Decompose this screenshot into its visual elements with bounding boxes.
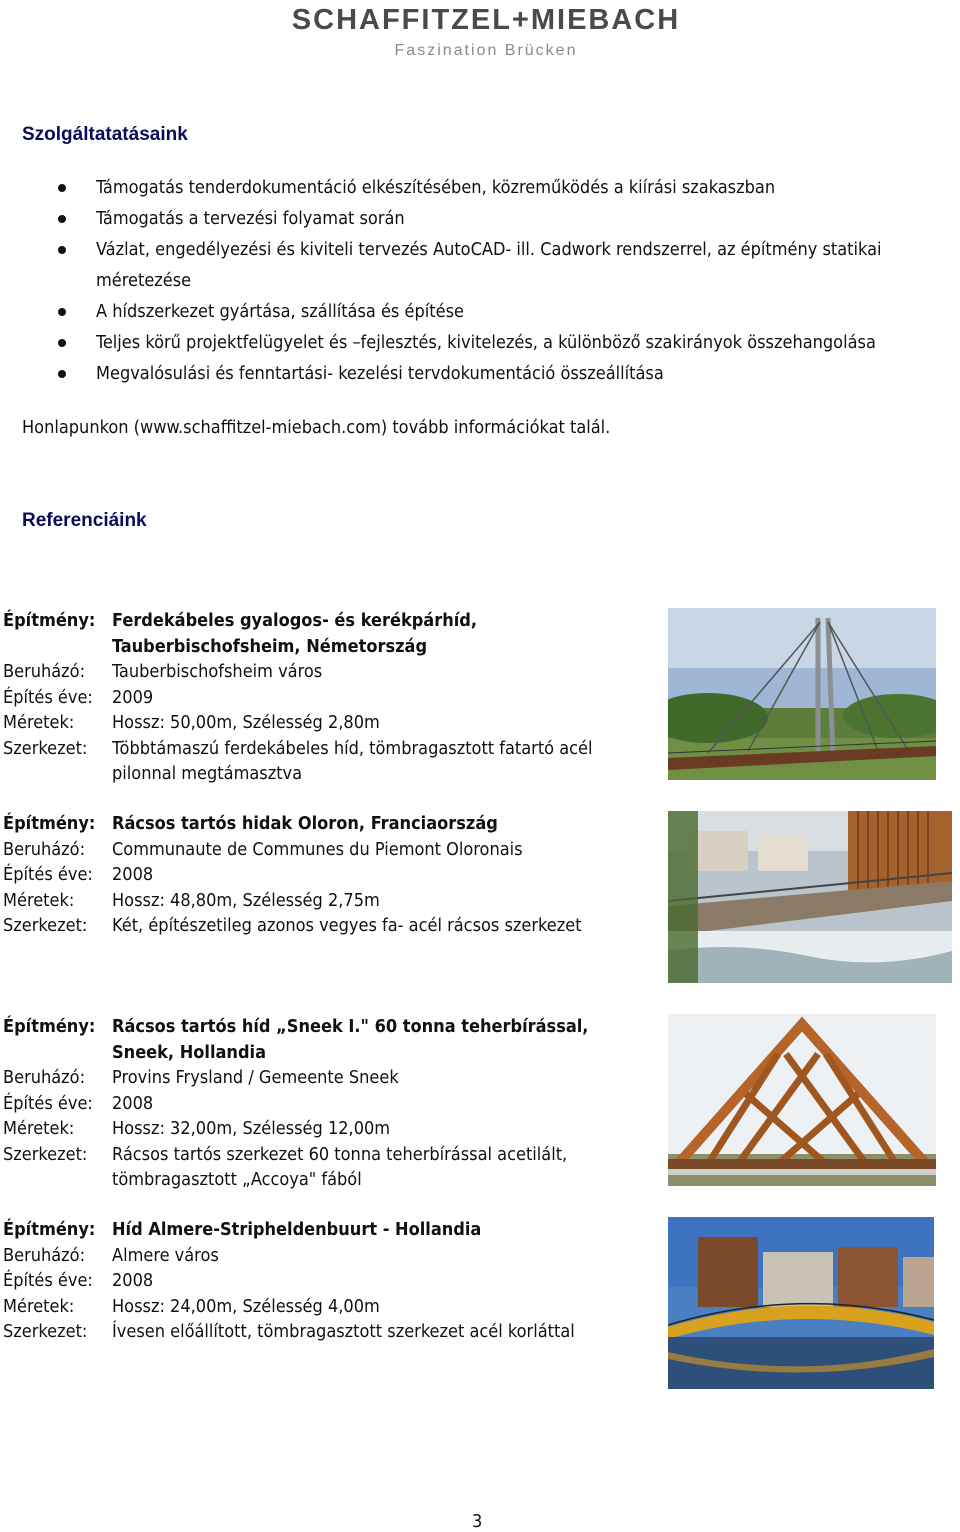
bridge-photo-almere [668,1217,934,1389]
list-item: Támogatás tenderdokumentáció elkészítésében, közreműködés a kiírási szakaszban [58,172,938,203]
client-label: Beruházó: [3,661,86,682]
dimensions-label: Méretek: [3,889,75,911]
project-dimensions: Hossz: 50,00m, Szélesség 2,80m [112,712,380,733]
project-structure: Rácsos tartós szerkezet 60 tonna teherbírással acetilált, tömbragasztott „Accoya" fából [112,1143,568,1190]
project-structure: Két, építészetileg azonos vegyes fa- acél rácsos szerkezet [112,915,582,936]
list-item: Megvalósulási és fenntartási- kezelési tervdokumentáció összeállítása [58,358,938,389]
bullet-icon [58,339,66,347]
year-label: Építés éve: [3,1092,93,1114]
project-card [0,811,660,939]
building-label: Építmény: [3,1219,96,1240]
list-item: Támogatás a tervezési folyamat során [58,203,938,234]
dimensions-label: Méretek: [3,712,75,733]
client-label: Beruházó: [3,1244,86,1266]
bridge-photo-tauberbischofsheim [668,608,936,780]
bullet-icon [58,370,66,378]
project-client: Provins Frysland / Gemeente Sneek [112,1067,399,1088]
project-name: Rácsos tartós hidak Oloron, Franciaország [112,813,498,834]
dimensions-label: Méretek: [3,1295,75,1317]
client-label: Beruházó: [3,838,86,860]
logo-wordmark: SCHAFFITZEL+MIEBACH [291,4,681,36]
references-heading: Referenciáink [22,510,147,531]
project-year: 2008 [112,1270,154,1291]
project-client: Communaute de Communes du Piemont Oloronais [112,838,523,860]
list-item: Vázlat, engedélyezési és kiviteli tervezés AutoCAD- ill. Cadwork rendszerrel, az építmény statikai méretezése [58,234,896,296]
year-label: Építés éve: [3,1270,93,1291]
structure-label: Szerkezet: [3,1321,88,1342]
bridge-photo-sneek [668,1014,936,1186]
list-item: Teljes körű projektfelügyelet és –fejlesztés, kivitelezés, a különböző szakirányok összehangolása [58,327,938,358]
project-card [0,1014,660,1193]
structure-label: Szerkezet: [3,1143,88,1165]
bullet-icon [58,246,66,254]
dimensions-label: Méretek: [3,1118,75,1139]
project-card [0,608,660,787]
building-label: Építmény: [3,1016,96,1037]
page-number: 3 [472,1511,483,1532]
list-item: A hídszerkezet gyártása, szállítása és építése [58,296,938,327]
project-year: 2008 [112,1092,154,1114]
bridge-photo-oloron [668,811,952,983]
services-heading: Szolgáltatatásaink [22,124,188,145]
project-year: 2009 [112,686,154,708]
services-list [58,172,938,389]
project-name: Rácsos tartós híd „Sneek I." 60 tonna teherbírással, Sneek, Hollandia [112,1016,589,1063]
bullet-icon [58,215,66,223]
structure-label: Szerkezet: [3,915,88,936]
project-year: 2008 [112,864,154,885]
project-card [0,1217,660,1345]
structure-label: Szerkezet: [3,737,88,759]
year-label: Építés éve: [3,686,93,708]
logo-tagline: Faszination Brücken [394,42,578,59]
project-structure: Ívesen előállított, tömbragasztott szerkezet acél korláttal [112,1321,575,1342]
project-dimensions: Hossz: 32,00m, Szélesség 12,00m [112,1118,391,1139]
project-structure: Többtámaszú ferdekábeles híd, tömbragasztott fatartó acél pilonnal megtámasztva [112,737,593,784]
project-name: Ferdekábeles gyalogos- és kerékpárhíd, Tauberbischofsheim, Németország [112,610,478,657]
project-dimensions: Hossz: 48,80m, Szélesség 2,75m [112,889,380,911]
client-label: Beruházó: [3,1067,86,1088]
project-client: Tauberbischofsheim város [112,661,323,682]
project-name: Híd Almere-Stripheldenbuurt - Hollandia [112,1219,482,1240]
building-label: Építmény: [3,813,96,834]
year-label: Építés éve: [3,864,93,885]
building-label: Építmény: [3,610,96,631]
project-dimensions: Hossz: 24,00m, Szélesség 4,00m [112,1295,380,1317]
company-logo [286,2,686,64]
bullet-icon [58,184,66,192]
bullet-icon [58,308,66,316]
website-note: Honlapunkon (www.schaffitzel-miebach.com) tovább információkat talál. [22,417,611,438]
project-client: Almere város [112,1244,219,1266]
